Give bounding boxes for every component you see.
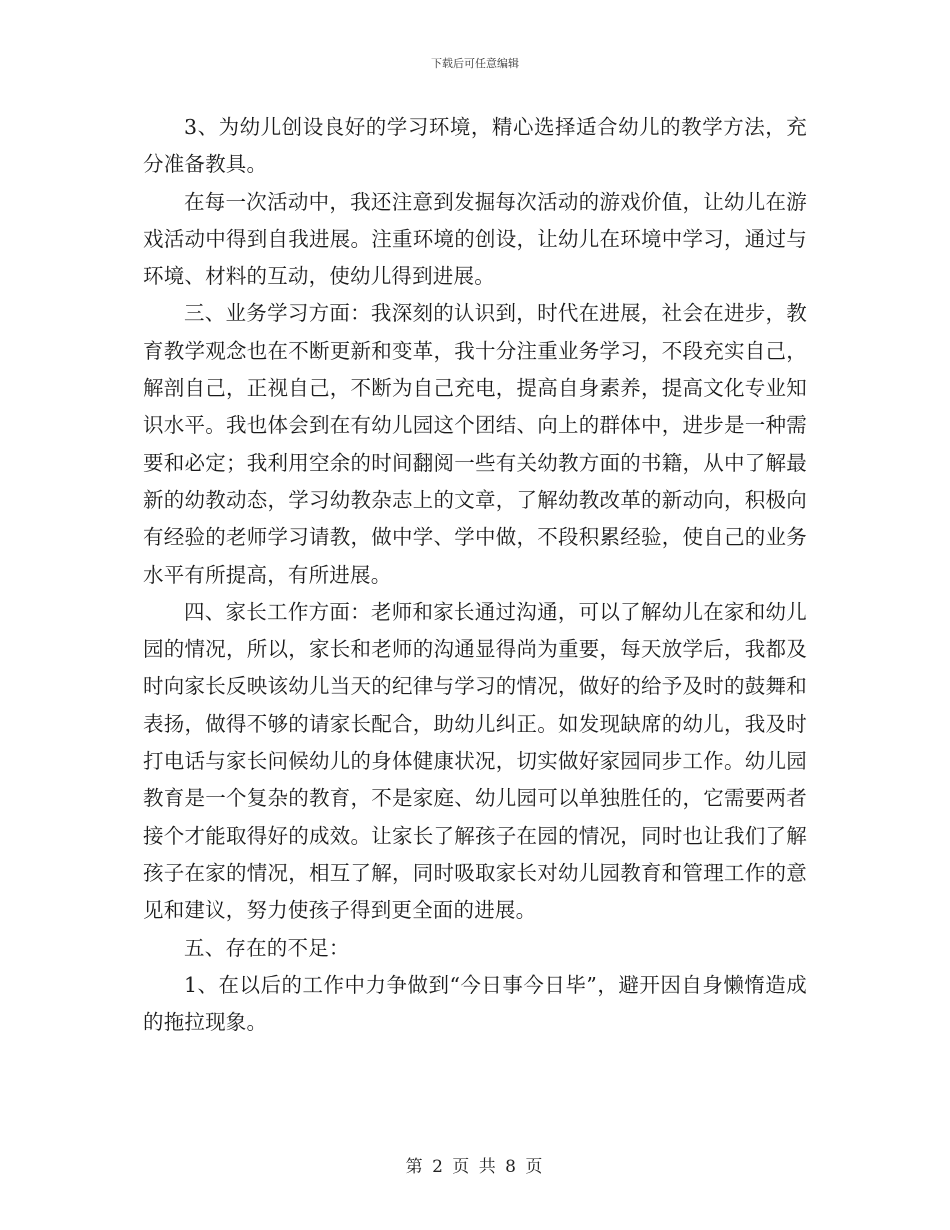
paragraph-1: 3、为幼儿创设良好的学习环境，精心选择适合幼儿的教学方法，充分准备教具。 <box>143 115 807 177</box>
page-header: 下载后可任意编辑 <box>431 57 519 70</box>
paragraph-4: 四、家长工作方面：老师和家长通过沟通，可以了解幼儿在家和幼儿园的情况，所以，家长和老师的沟通显得尚为重要，每天放学后，我都及时向家长反映该幼儿当天的纪律与学习的情况，做好的给予及时的鼓舞和表扬，做得不够的请家长配合，助幼儿纠正。如发现缺席的幼儿，我及时打电话与家长问候幼儿的身体健康状况，切实做好家园同步工作。幼儿园教育是一个复杂的教育，不是家庭、幼儿园可以单独胜任的，它需要两者接个才能取得好的成效。让家长了解孩子在园的情况，同时也让我们了解孩子在家的情况，相互了解，同时吸取家长对幼儿园教育和管理工作的意见和建议，努力使孩子得到更全面的进展。 <box>143 599 807 923</box>
paragraph-3: 三、业务学习方面：我深刻的认识到，时代在进展，社会在进步，教育教学观念也在不断更新和变革，我十分注重业务学习，不段充实自己，解剖自己，正视自己，不断为自己充电，提高自身素养，提高文化专业知识水平。我也体会到在有幼儿园这个团结、向上的群体中，进步是一种需要和必定；我利用空余的时间翻阅一些有关幼教方面的书籍，从中了解最新的幼教动态，学习幼教杂志上的文章，了解幼教改革的新动向，积极向有经验的老师学习请教，做中学、学中做，不段积累经验，使自己的业务水平有所提高，有所进展。 <box>143 301 807 587</box>
document-body <box>143 109 807 1041</box>
page-number-footer: 第 2 页 共 8 页 <box>405 1157 545 1177</box>
paragraph-5: 五、存在的不足： <box>184 935 350 960</box>
paragraph-6: 1、在以后的工作中力争做到“今日事今日毕”，避开因自身懒惰造成的拖拉现象。 <box>143 972 807 1035</box>
paragraph-2: 在每一次活动中，我还注意到发掘每次活动的游戏价值，让幼儿在游戏活动中得到自我进展。注重环境的创设，让幼儿在环境中学习，通过与环境、材料的互动，使幼儿得到进展。 <box>143 189 807 289</box>
